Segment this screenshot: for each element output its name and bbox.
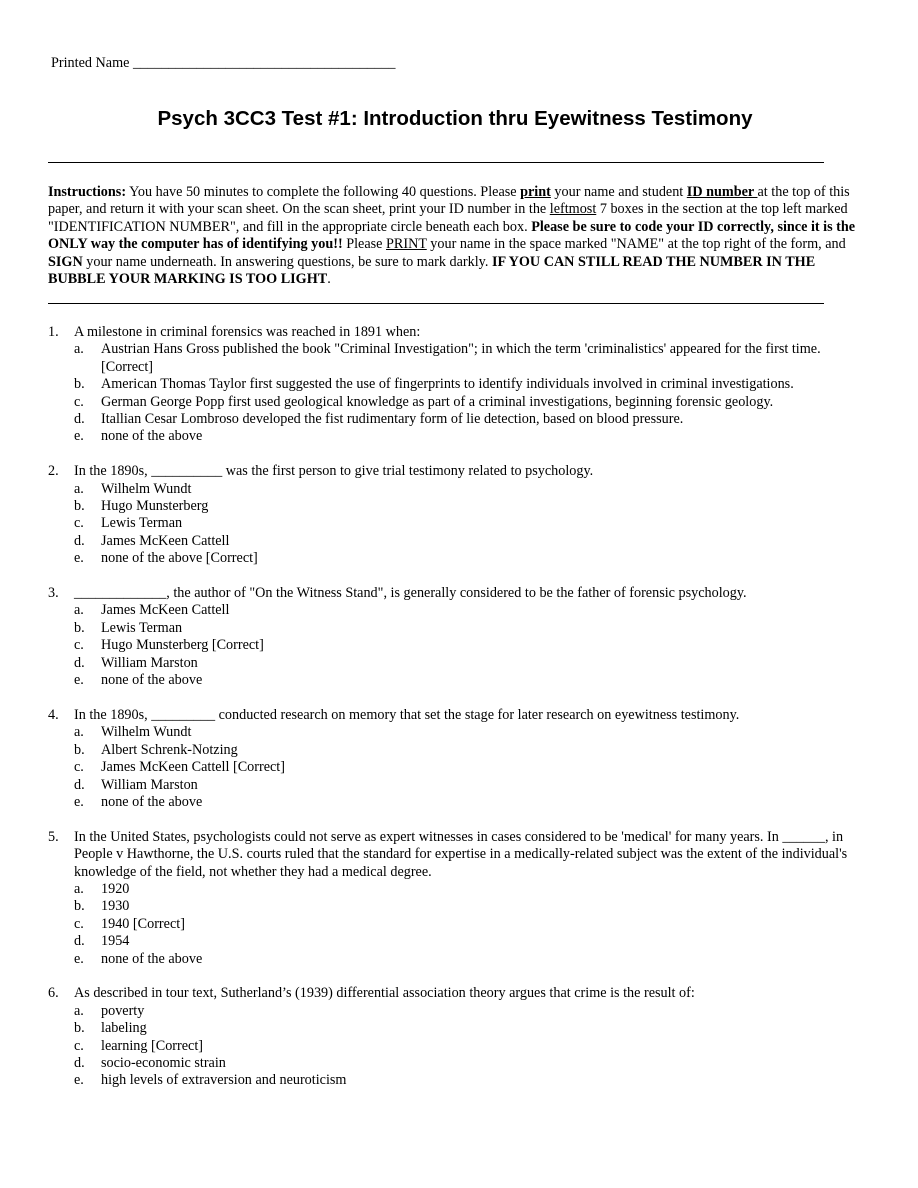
id-warning: Please be sure to code your ID correctly, since it is the ONLY way the computer has of identifying you!! bbox=[48, 218, 856, 253]
option-letter: b. bbox=[74, 741, 85, 758]
answer-option bbox=[48, 533, 870, 550]
instructions-paragraph bbox=[48, 184, 870, 288]
answer-option bbox=[48, 759, 870, 776]
answer-option bbox=[48, 515, 870, 532]
option-text: James McKeen Cattell [Correct] bbox=[101, 759, 285, 776]
option-letter: b. bbox=[74, 498, 85, 515]
question-number: 4. bbox=[48, 706, 59, 723]
option-text: poverty bbox=[101, 1002, 145, 1019]
option-text: 1930 bbox=[101, 898, 130, 915]
answer-option bbox=[48, 620, 870, 637]
question-3 bbox=[48, 585, 870, 689]
option-letter: a. bbox=[74, 724, 84, 741]
option-text: 1954 bbox=[101, 933, 130, 950]
option-text: none of the above [Correct] bbox=[101, 550, 258, 567]
option-letter: a. bbox=[74, 480, 84, 497]
answer-option bbox=[48, 1003, 870, 1020]
question-text: In the 1890s, _________ conducted research on memory that set the stage for later research on eyewitness testimony. bbox=[74, 706, 740, 723]
marking-warning: IF YOU CAN STILL READ THE NUMBER IN THE BUBBLE YOUR MARKING IS TOO LIGHT bbox=[48, 253, 816, 288]
option-text: German George Popp first used geological knowledge as part of a criminal investigations, beginning forensic geology. bbox=[101, 393, 774, 410]
option-letter: b. bbox=[74, 1020, 85, 1037]
answer-option bbox=[48, 672, 870, 689]
answer-option bbox=[48, 341, 870, 376]
option-text: William Marston bbox=[101, 776, 198, 793]
answer-option bbox=[48, 881, 870, 898]
option-letter: b. bbox=[74, 898, 85, 915]
answer-option bbox=[48, 1020, 870, 1037]
answer-option bbox=[48, 428, 870, 445]
answer-option bbox=[48, 550, 870, 567]
instructions-text: . bbox=[327, 271, 331, 288]
question-text: As described in tour text, Sutherland’s (1939) differential association theory argues that crime is the result of: bbox=[74, 985, 695, 1002]
answer-option bbox=[48, 394, 870, 411]
question-number: 3. bbox=[48, 585, 59, 602]
question-5 bbox=[48, 829, 870, 968]
option-text: Austrian Hans Gross published the book "Criminal Investigation"; in which the term 'criminalistics' appeared for the first time. [Correct] bbox=[101, 341, 821, 375]
option-text: Wilhelm Wundt bbox=[101, 724, 192, 741]
answer-option bbox=[48, 481, 870, 498]
instructions-text: your name underneath. In answering questions, be sure to mark darkly. bbox=[82, 253, 492, 270]
option-text: 1920 bbox=[101, 880, 130, 897]
option-letter: a. bbox=[74, 341, 84, 358]
option-letter: a. bbox=[74, 880, 84, 897]
answer-option bbox=[48, 742, 870, 759]
option-text: none of the above bbox=[101, 672, 203, 689]
option-letter: b. bbox=[74, 376, 85, 393]
option-text: American Thomas Taylor first suggested the use of fingerprints to identify individuals involved in criminal investigations. bbox=[101, 376, 794, 393]
answer-option bbox=[48, 898, 870, 915]
instructions-text: your name and student bbox=[550, 184, 687, 200]
option-text: Hugo Munsterberg [Correct] bbox=[101, 637, 264, 654]
option-letter: a. bbox=[74, 602, 84, 619]
answer-option bbox=[48, 1038, 870, 1055]
answer-option bbox=[48, 724, 870, 741]
question-1 bbox=[48, 324, 870, 446]
question-text: _____________, the author of "On the Witness Stand", is generally considered to be the father of forensic psychology. bbox=[74, 585, 747, 602]
option-letter: c. bbox=[74, 637, 84, 654]
instructions-text: your name in the space marked "NAME" at the top right of the form, and bbox=[426, 236, 846, 253]
answer-option bbox=[48, 411, 870, 428]
answer-option bbox=[48, 933, 870, 950]
option-letter: d. bbox=[74, 532, 85, 549]
question-2 bbox=[48, 463, 870, 567]
option-letter: d. bbox=[74, 933, 85, 950]
question-number: 1. bbox=[48, 324, 59, 340]
option-letter: e. bbox=[74, 950, 84, 967]
answer-option bbox=[48, 777, 870, 794]
option-text: Lewis Terman bbox=[101, 515, 183, 532]
option-letter: d. bbox=[74, 411, 85, 428]
option-text: none of the above bbox=[101, 428, 203, 445]
option-letter: c. bbox=[74, 1037, 84, 1054]
option-text: Lewis Terman bbox=[101, 619, 183, 636]
question-number: 5. bbox=[48, 828, 59, 845]
option-letter: e. bbox=[74, 428, 84, 445]
answer-option bbox=[48, 498, 870, 515]
sign-emphasis: SIGN bbox=[48, 253, 83, 270]
answer-option bbox=[48, 1072, 870, 1089]
leftmost-emphasis: leftmost bbox=[549, 201, 597, 218]
print-emphasis: print bbox=[520, 184, 551, 200]
question-text: In the 1890s, __________ was the first person to give trial testimony related to psychology. bbox=[74, 463, 594, 480]
option-text: none of the above bbox=[101, 950, 203, 967]
option-text: none of the above bbox=[101, 793, 203, 810]
question-text: A milestone in criminal forensics was reached in 1891 when: bbox=[74, 324, 421, 340]
question-list bbox=[48, 324, 870, 1107]
option-text: high levels of extraversion and neuroticism bbox=[101, 1072, 347, 1089]
instructions-text: You have 50 minutes to complete the following 40 questions. Please bbox=[126, 184, 521, 200]
option-text: learning [Correct] bbox=[101, 1037, 204, 1054]
divider-bottom bbox=[48, 303, 824, 304]
answer-option bbox=[48, 637, 870, 654]
option-letter: d. bbox=[74, 654, 85, 671]
question-4 bbox=[48, 707, 870, 811]
answer-option bbox=[48, 794, 870, 811]
question-number: 6. bbox=[48, 985, 59, 1002]
option-letter: c. bbox=[74, 515, 84, 532]
option-letter: d. bbox=[74, 776, 85, 793]
page-title: Psych 3CC3 Test #1: Introduction thru Eyewitness Testimony bbox=[157, 107, 753, 130]
divider-top bbox=[48, 162, 824, 163]
instructions-text: at the top of this paper, and return it with your scan sheet. On the scan sheet, print your ID number in the bbox=[48, 184, 850, 218]
answer-option bbox=[48, 951, 870, 968]
option-letter: a. bbox=[74, 1002, 84, 1019]
answer-option bbox=[48, 1055, 870, 1072]
option-letter: e. bbox=[74, 793, 84, 810]
question-6 bbox=[48, 985, 870, 1089]
answer-option bbox=[48, 376, 870, 393]
option-letter: c. bbox=[74, 915, 84, 932]
option-text: Albert Schrenk-Notzing bbox=[101, 741, 238, 758]
option-text: labeling bbox=[101, 1020, 147, 1037]
option-text: Hugo Munsterberg bbox=[101, 498, 209, 515]
option-text: Itallian Cesar Lombroso developed the fist rudimentary form of lie detection, based on blood pressure. bbox=[101, 411, 684, 428]
option-text: James McKeen Cattell bbox=[101, 602, 230, 619]
answer-option bbox=[48, 655, 870, 672]
option-letter: e. bbox=[74, 550, 84, 567]
instructions-text: Please bbox=[342, 236, 387, 253]
option-letter: b. bbox=[74, 619, 85, 636]
question-number: 2. bbox=[48, 463, 59, 480]
option-text: socio-economic strain bbox=[101, 1054, 226, 1071]
instructions-text: 7 boxes in the section at the top left marked "IDENTIFICATION NUMBER", and fill in the appropriate circle beneath each box. bbox=[48, 201, 848, 235]
option-letter: c. bbox=[74, 393, 84, 410]
question-text: In the United States, psychologists could not serve as expert witnesses in cases considered to be 'medical' for many years. In ______, in People v Hawthorne, the U.S. courts ruled that the standard for expertise in a medically-related subject was the extent of the individual's knowledge of the field, not whether they had a medical degree. bbox=[74, 828, 848, 880]
printed-name-field: Printed Name _____________________________________ bbox=[51, 55, 396, 71]
option-text: William Marston bbox=[101, 654, 198, 671]
print-caps-emphasis: PRINT bbox=[386, 236, 427, 253]
id-number-emphasis: ID number bbox=[686, 184, 758, 200]
option-letter: d. bbox=[74, 1054, 85, 1071]
instructions-label: Instructions: bbox=[48, 184, 127, 200]
option-letter: e. bbox=[74, 1072, 84, 1089]
answer-option bbox=[48, 916, 870, 933]
option-text: Wilhelm Wundt bbox=[101, 480, 192, 497]
answer-option bbox=[48, 602, 870, 619]
option-text: James McKeen Cattell bbox=[101, 532, 230, 549]
option-text: 1940 [Correct] bbox=[101, 915, 185, 932]
option-letter: e. bbox=[74, 672, 84, 689]
option-letter: c. bbox=[74, 759, 84, 776]
